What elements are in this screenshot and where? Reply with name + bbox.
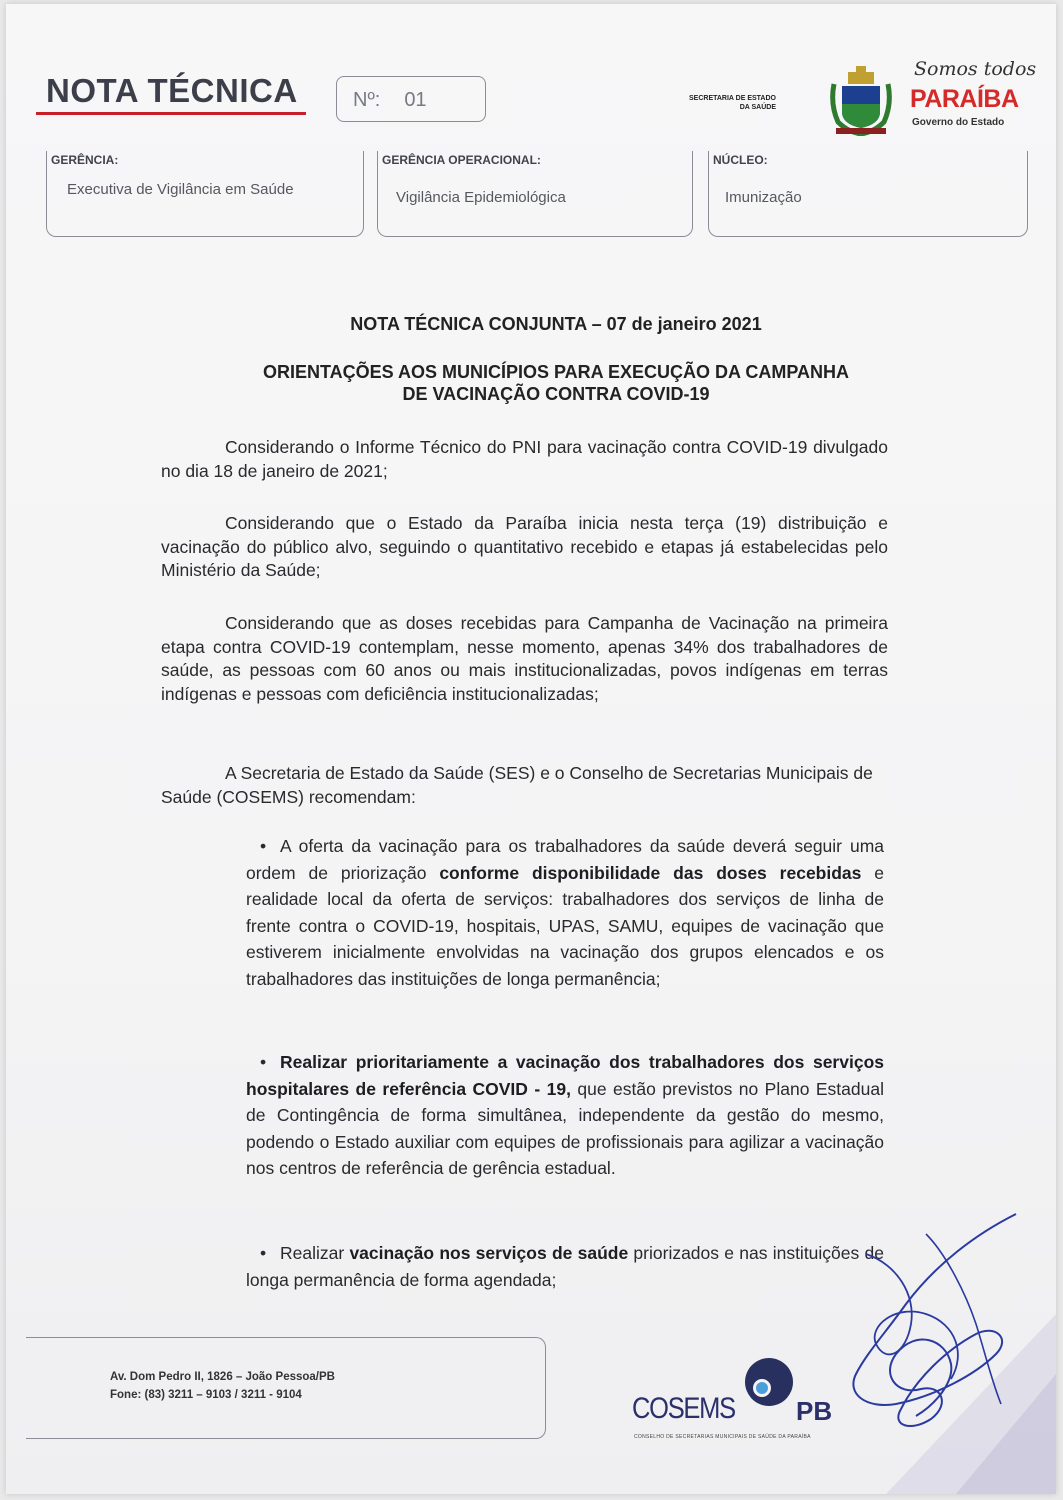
cosems-pb: PB: [796, 1396, 833, 1426]
bullet-item-1: [246, 833, 884, 992]
bullet-dot-icon: •: [260, 1243, 267, 1263]
bullet-1-text-a: A oferta da vacinação para os trabalhadores da saúde deverá seguir uma ordem de priorização: [246, 836, 884, 883]
ses-label-line2: DA SAÚDE: [739, 104, 776, 111]
cosems-subtitle: CONSELHO DE SECRETARIAS MUNICIPAIS DE SAÚDE DA PARAÍBA: [634, 1434, 811, 1440]
paraiba-coat-of-arms-icon: [826, 64, 896, 136]
paragraph-1: [161, 436, 888, 483]
note-heading: NOTA TÉCNICA CONJUNTA – 07 de janeiro 2021: [350, 314, 762, 334]
nucleo-value: Imunização: [725, 189, 802, 206]
bullet-3-bold: vacinação nos serviços de saúde: [349, 1243, 629, 1263]
bullet-3-text-b: priorizados e nas instituições de longa permanência de forma agendada;: [246, 1243, 884, 1290]
bullet-item-2: [246, 1049, 884, 1182]
note-number-value: 01: [404, 89, 427, 111]
nucleo-label: NÚCLEO:: [713, 153, 768, 167]
document-title: NOTA TÉCNICA: [46, 72, 298, 109]
gerencia-operacional-value: Vigilância Epidemiológica: [396, 189, 566, 206]
address-line: Av. Dom Pedro II, 1826 – João Pessoa/PB: [110, 1371, 335, 1383]
cosems-wordmark: COSEMS: [632, 1392, 735, 1425]
paragraph-4: [161, 762, 888, 809]
note-number-label: Nº:: [353, 89, 381, 111]
bullet-1-bold: conforme disponibilidade das doses recebidas: [439, 862, 862, 883]
gerencia-box: [46, 151, 364, 237]
paragraph-2-text: Considerando que o Estado da Paraíba inicia nesta terça (19) distribuição e vacinação do público alvo, seguindo o quantitativo recebido e etapas já estabelecidas pelo Ministério da Saúde;: [161, 513, 888, 580]
ses-label: [666, 94, 776, 112]
paragraph-2: [161, 512, 888, 583]
paragraph-4-text: A Secretaria de Estado da Saúde (SES) e o Conselho de Secretarias Municipais de Saúde (COSEMS) recomendam:: [161, 763, 873, 807]
bullet-2-text: que estão previstos no Plano Estadual de Contingência de forma simultânea, independente da gestão do mesmo, podendo o Estado auxiliar com equipes de profissionais para agilizar a vacinação nos centros de referência de gerência estadual.: [246, 1078, 884, 1178]
gerencia-operacional-box: [377, 151, 693, 237]
note-subheading-line2: DE VACINAÇÃO CONTRA COVID-19: [402, 384, 710, 404]
bullet-1-text-b: e realidade local da oferta de serviços: trabalhadores dos serviços de linha de frente contra o COVID-19, hospitais, UPAS, SAMU, equipes de vacinação que estiverem inicialmente envolvidas na vacinação dos grupos elencados e os trabalhadores das instituições de longa permanência;: [246, 862, 885, 989]
bullet-dot-icon: •: [260, 1052, 267, 1072]
paragraph-3-text: Considerando que as doses recebidas para Campanha de Vacinação na primeira etapa contra COVID-19 contemplam, nesse momento, apenas 34% dos trabalhadores de saúde, as pessoas com 60 anos ou mais institucionalizadas, povos indígenas em terras indígenas e pessoas com deficiência institucionalizadas;: [161, 613, 888, 704]
gerencia-operacional-label: GERÊNCIA OPERACIONAL:: [382, 153, 541, 167]
title-underline: [36, 112, 306, 115]
paragraph-3: [161, 612, 888, 706]
paragraph-1-text: Considerando o Informe Técnico do PNI para vacinação contra COVID-19 divulgado no dia 18 de janeiro de 2021;: [161, 437, 888, 481]
gerencia-value: Executiva de Vigilância em Saúde: [67, 181, 294, 198]
brand-name: PARAÍBA: [910, 85, 1019, 113]
handwritten-signature: [826, 1204, 1036, 1434]
note-subheading-line1: ORIENTAÇÕES AOS MUNICÍPIOS PARA EXECUÇÃO DA CAMPANHA: [262, 362, 850, 382]
note-number-box: [336, 76, 486, 122]
nucleo-box: [708, 151, 1028, 237]
brand-slogan: Somos todos: [914, 58, 1037, 80]
bullet-2-bold: Realizar prioritariamente a vacinação dos trabalhadores dos serviços hospitalares de referência COVID - 19,: [246, 1052, 884, 1099]
bullet-3-text-a: Realizar: [280, 1243, 350, 1263]
bullet-dot-icon: •: [260, 836, 267, 856]
ses-label-line1: SECRETARIA DE ESTADO: [689, 95, 776, 102]
gerencia-label: GERÊNCIA:: [51, 153, 119, 167]
phone-line: Fone: (83) 3211 – 9103 / 3211 - 9104: [110, 1389, 302, 1401]
bullet-item-3: [246, 1240, 884, 1293]
footer-address: [110, 1368, 335, 1404]
brand-government: Governo do Estado: [912, 117, 1005, 128]
note-subheading: [106, 361, 1006, 405]
document-page: [6, 4, 1056, 1494]
